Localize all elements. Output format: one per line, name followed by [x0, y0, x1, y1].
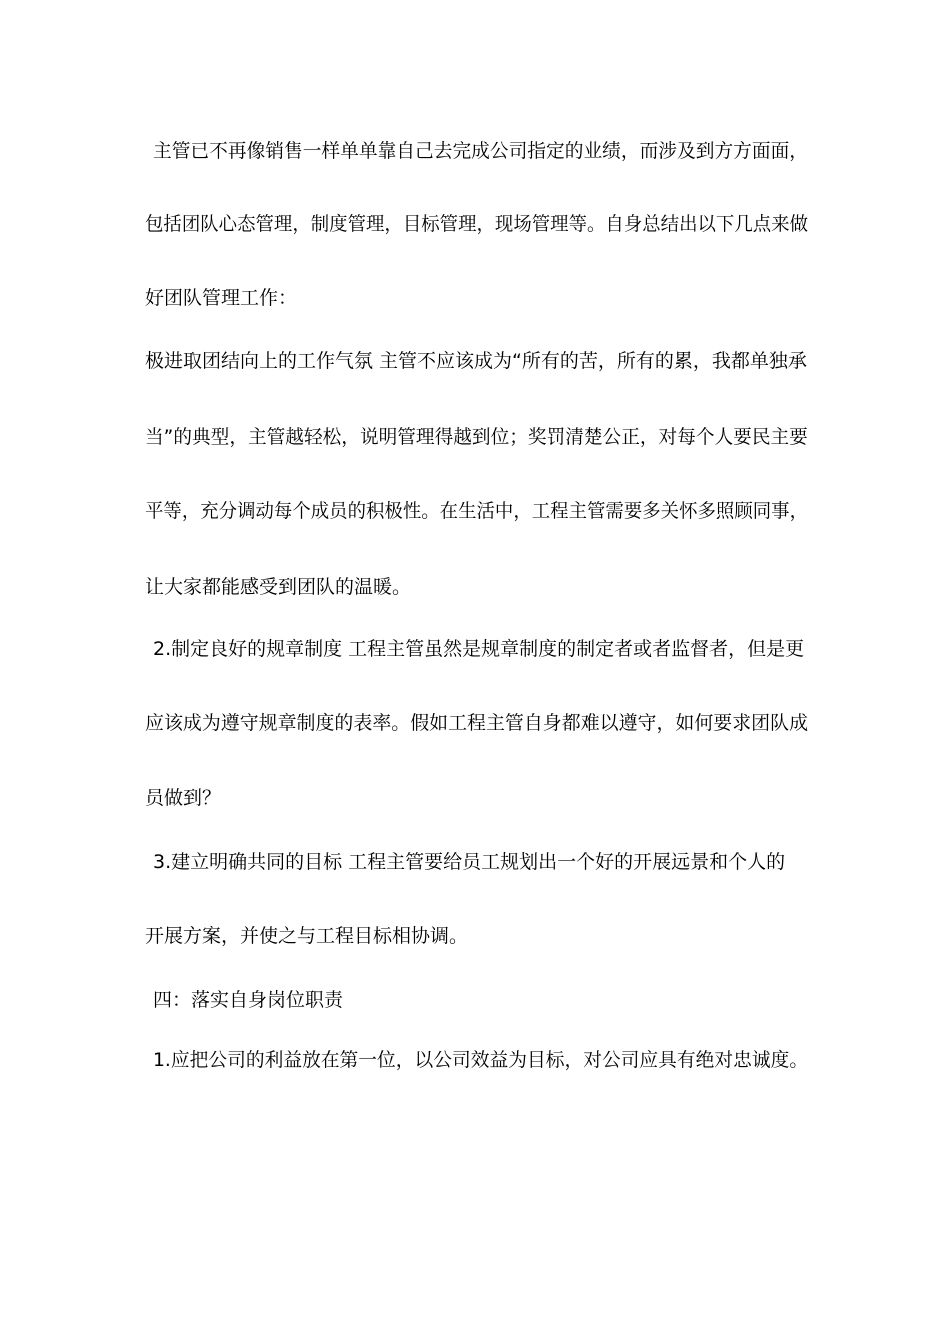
text-line-7: 让大家都能感受到团队的温暖。 — [145, 576, 412, 598]
text-line-6: 平等，充分调动每个成员的积极性。在生活中，工程主管需要多关怀多照顾同事， — [145, 500, 809, 522]
text-line-9: 应该成为遵守规章制度的表率。假如工程主管自身都难以遵守，如何要求团队成 — [145, 712, 809, 734]
text-line-2: 包括团队心态管理，制度管理，目标管理，现场管理等。自身总结出以下几点来做 — [145, 213, 809, 235]
text-line-14: 1.应把公司的利益放在第一位，以公司效益为目标，对公司应具有绝对忠诚度。 — [153, 1049, 809, 1071]
text-line-8: 2.制定良好的规章制度 工程主管虽然是规章制度的制定者或者监督者，但是更 — [153, 638, 805, 660]
text-line-11: 3.建立明确共同的目标 工程主管要给员工规划出一个好的开展远景和个人的 — [153, 851, 786, 873]
text-line-13: 四：落实自身岗位职责 — [153, 989, 344, 1011]
text-line-1: 主管已不再像销售一样单单靠自己去完成公司指定的业绩，而涉及到方方面面， — [153, 140, 809, 162]
text-line-10: 员做到？ — [145, 787, 222, 809]
text-line-5: 当”的典型，主管越轻松，说明管理得越到位；奖罚清楚公正，对每个人要民主要 — [145, 426, 808, 448]
text-line-3: 好团队管理工作： — [145, 287, 298, 309]
text-line-12: 开展方案，并使之与工程目标相协调。 — [145, 925, 469, 947]
text-line-4: 极进取团结向上的工作气氛 主管不应该成为“所有的苦，所有的累，我都单独承 — [145, 350, 807, 372]
